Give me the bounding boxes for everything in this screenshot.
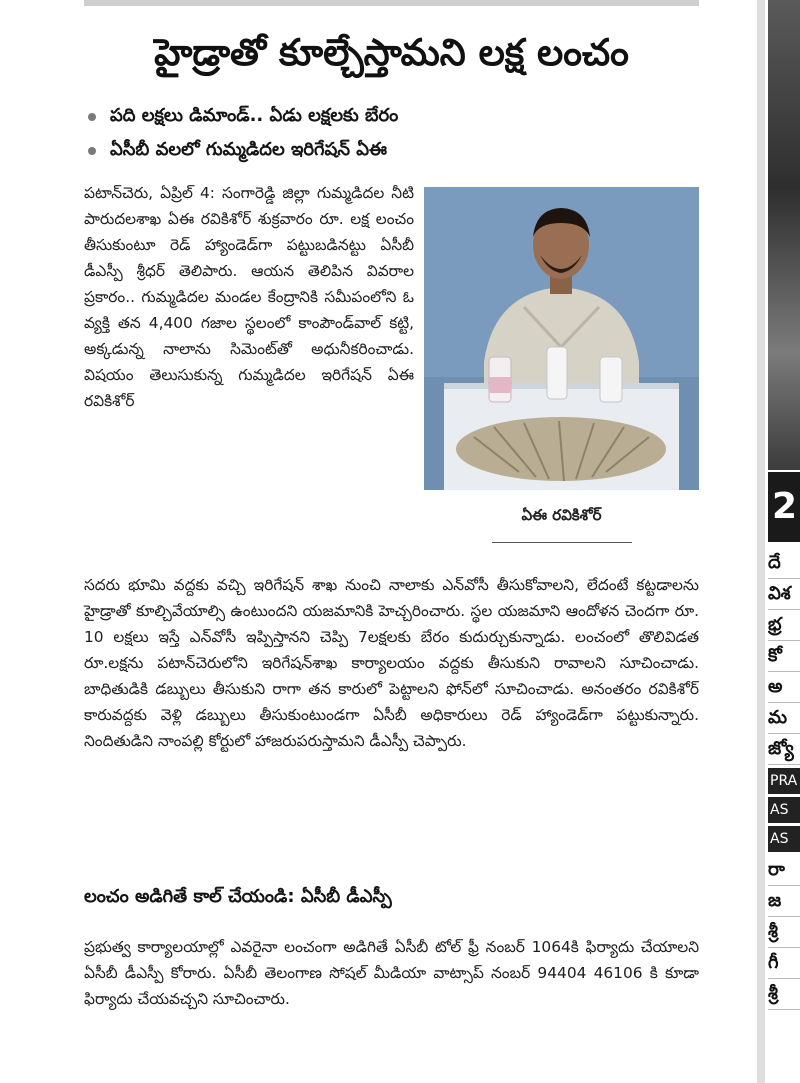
adjacent-list-item: శ్రీ — [768, 979, 800, 1010]
adjacent-article-box — [768, 472, 800, 542]
adjacent-list-item: కో — [768, 641, 800, 672]
adjacent-ad-strip: AS — [768, 826, 800, 852]
adjacent-box-glyph: 2 — [772, 486, 798, 527]
caption-rule — [492, 542, 632, 543]
adjacent-list-item: గీ — [768, 948, 800, 979]
adjacent-ad-strip: PRA — [768, 768, 800, 794]
adjacent-list-item: జ్యో — [768, 734, 800, 765]
adjacent-article-photo — [768, 0, 800, 470]
article-lead — [84, 180, 414, 414]
article-continuation — [84, 572, 699, 754]
bullet-dot-icon — [88, 147, 96, 155]
continuation-paragraph: సదరు భూమి వద్దకు వచ్చి ఇరిగేషన్ శాఖ నుంచి నాలాకు ఎన్‌వోసీ తీసుకోవాలని, లేదంటే కట్టడాలను హైడ్రాతో కూల్చివేయాల్సి ఉంటుందని యజమానికి హెచ్చరించారు. స్థల యజమాని ఆందోళన చెందగా రూ. 10 లక్షలు ఇస్తే ఎన్‌వోసీ ఇప్పిస్తానని చెప్పి 7లక్షలకు బేరం కుదుర్చుకున్నాడు. లంచంలో తొలివిడత రూ.లక్షను పటాన్‌చెరులోని ఇరిగేషన్‌శాఖ కార్యాలయం వద్దకు తీసుకుని రావాలని సూచించాడు. బాధితుడికి డబ్బులు తీసుకుని రాగా తన కారులో పెట్టాలని ఫోన్‌లో సూచించాడు. అనంతరం రవికిశోర్ కారువద్దకు వెళ్లి డబ్బులు తీసుకుంటుండగా ఏసీబీ అధికారులు రెడ్ హ్యాండెడ్‌గా పట్టుకున్నారు. నిందితుడిని నాంపల్లి కోర్టులో హాజరుపరుస్తామని డీఎస్పీ చెప్పారు. — [84, 576, 699, 750]
bullet-text: ఏసీబీ వలలో గుమ్మడిదల ఇరిగేషన్ ఏఈ — [110, 138, 387, 160]
article-closing — [84, 934, 699, 1012]
column-divider — [757, 0, 765, 1083]
lead-paragraph: పటాన్‌చెరు, ఏప్రిల్ 4: సంగారెడ్డి జిల్లా గుమ్మడిదల నీటి పారుదలశాఖ ఏఈ రవికిశోర్ శుక్రవారం రూ. లక్ష లంచం తీసుకుంటూ రెడ్ హ్యాండెడ్‌గా పట్టుబడినట్టు ఏసీబీ డీఎస్పీ శ్రీధర్ తెలిపారు. ఆయన తెలిపిన వివరాల ప్రకారం.. గుమ్మడిదల మండల కేంద్రానికి సమీపంలోని ఓ వ్యక్తి తన 4,400 గజాల స్థలంలో కాంపౌండ్‌వాల్ కట్టి, అక్కడున్న నాలాను సిమెంట్‌తో అధునీకరించాడు. విషయం తెలుసుకున్న గుమ్మడిదల ఇరిగేషన్ ఏఈ రవికిశోర్ — [84, 184, 414, 410]
photo-illustration — [424, 187, 699, 490]
closing-paragraph: ప్రభుత్వ కార్యాలయాల్లో ఎవరైనా లంచంగా అడిగితే ఏసీబీ టోల్ ఫ్రీ నంబర్ 1064కి ఫిర్యాదు చేయాలని ఏసీబీ డీఎస్పీ కోరారు. ఏసీబీ తెలంగాణ సోషల్ మీడియా వాట్సాప్ నంబర్ 94404 46106 కి కూడా ఫిర్యాదు చేయవచ్చని సూచించారు. — [84, 938, 699, 1008]
adjacent-list-item: దే — [768, 548, 800, 579]
adjacent-list-item: శ్రీ — [768, 917, 800, 948]
photo-caption: ఏఈ రవికిశోర్ — [521, 506, 602, 524]
bullet-item — [84, 134, 699, 168]
adjacent-list-item: విశ — [768, 579, 800, 610]
adjacent-list-item: జ — [768, 886, 800, 917]
bullet-item — [84, 100, 699, 134]
bullet-dot-icon — [88, 113, 96, 121]
bullet-text: పది లక్షలు డిమాండ్.. ఏడు లక్షలకు బేరం — [110, 104, 399, 126]
top-rule — [84, 0, 699, 6]
article-photo — [424, 187, 699, 490]
article-headline: హైడ్రాతో కూల్చేస్తామని లక్ష లంచం — [154, 31, 629, 74]
adjacent-list-item: భ్ర — [768, 610, 800, 641]
adjacent-ad-strip: AS — [768, 797, 800, 823]
adjacent-list-item: మ — [768, 703, 800, 734]
article-subheading: లంచం అడిగితే కాల్ చేయండి: ఏసీబీ డీఎస్పీ — [84, 886, 392, 907]
bullet-list — [84, 100, 699, 168]
adjacent-article-list — [768, 548, 800, 1010]
adjacent-list-item: అ — [768, 672, 800, 703]
adjacent-list-item: రా — [768, 855, 800, 886]
